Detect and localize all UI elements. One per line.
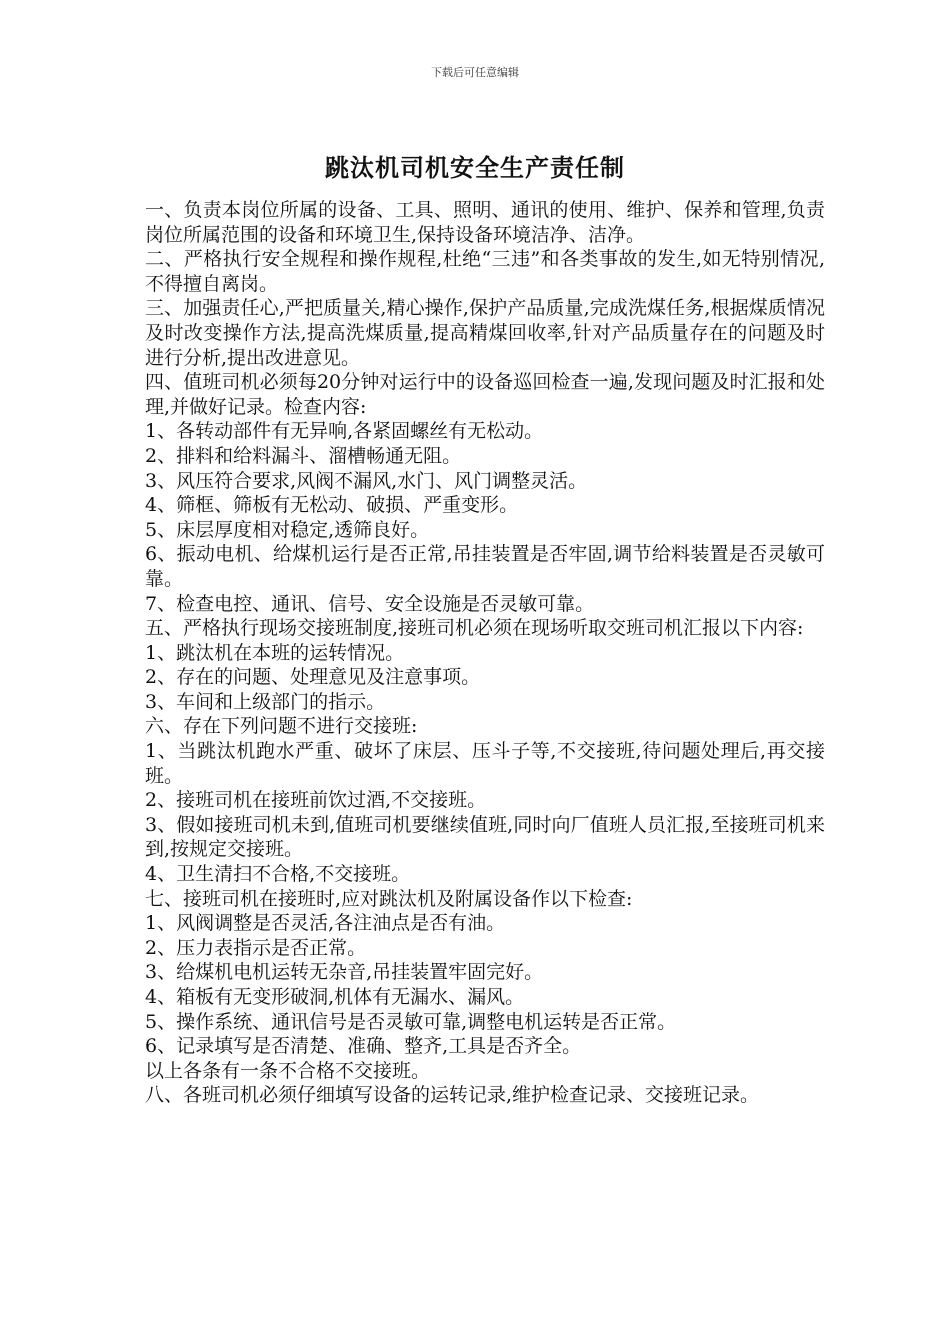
paragraph: 四、值班司机必须每20分钟对运行中的设备巡回检查一遍,发现问题及时汇报和处理,并做好记录。检查内容: — [145, 371, 825, 418]
list-item: 3、给煤机电机运转无杂音,吊挂装置牢固完好。 — [145, 961, 544, 984]
list-item: 1、当跳汰机跑水严重、破坏了床层、压斗子等,不交接班,待问题处理后,再交接班。 — [145, 740, 825, 787]
list-item: 2、存在的问题、处理意见及注意事项。 — [145, 666, 481, 689]
list-item: 4、卫生清扫不合格,不交接班。 — [145, 863, 411, 886]
list-item: 4、筛框、筛板有无松动、破损、严重变形。 — [145, 494, 519, 517]
list-item: 2、压力表指示是否正常。 — [145, 936, 367, 959]
paragraph: 八、各班司机必须仔细填写设备的运转记录,维护检查记录、交接班记录。 — [145, 1084, 760, 1107]
list-item: 6、振动电机、给煤机运行是否正常,吊挂装置是否牢固,调节给料装置是否灵敏可靠。 — [145, 543, 825, 590]
page-header-note: 下载后可任意编辑 — [431, 66, 519, 79]
list-item: 5、床层厚度相对稳定,透筛良好。 — [145, 518, 430, 541]
list-item: 3、车间和上级部门的指示。 — [145, 690, 386, 713]
list-item: 1、风阀调整是否灵活,各注油点是否有油。 — [145, 912, 506, 935]
paragraph: 二、严格执行安全规程和操作规程,杜绝“三违”和各类事故的发生,如无特别情况,不得擅自离岗。 — [145, 248, 825, 295]
paragraph: 以上各条有一条不合格不交接班。 — [145, 1059, 431, 1082]
list-item: 7、检查电控、通讯、信号、安全设施是否灵敏可靠。 — [145, 592, 595, 615]
paragraph: 六、存在下列问题不进行交接班: — [145, 715, 418, 738]
list-item: 2、接班司机在接班前饮过酒,不交接班。 — [145, 789, 487, 812]
document-body — [145, 198, 825, 1108]
paragraph: 一、负责本岗位所属的设备、工具、照明、通讯的使用、维护、保养和管理,负责岗位所属范围的设备和环境卫生,保持设备环境洁净、洁净。 — [145, 199, 825, 246]
list-item: 3、风压符合要求,风阀不漏风,水门、风门调整灵活。 — [145, 469, 588, 492]
paragraph: 五、严格执行现场交接班制度,接班司机必须在现场听取交班司机汇报以下内容: — [145, 617, 804, 640]
list-item: 1、跳汰机在本班的运转情况。 — [145, 641, 405, 664]
list-item: 5、操作系统、通讯信号是否灵敏可靠,调整电机运转是否正常。 — [145, 1010, 677, 1033]
list-item: 2、排料和给料漏斗、溜槽畅通无阻。 — [145, 444, 462, 467]
list-item: 1、各转动部件有无异响,各紧固螺丝有无松动。 — [145, 420, 544, 443]
list-item: 4、箱板有无变形破洞,机体有无漏水、漏风。 — [145, 986, 525, 1008]
paragraph: 三、加强责任心,严把质量关,精心操作,保护产品质量,完成洗煤任务,根据煤质情况及时改变操作方法,提高洗煤质量,提高精煤回收率,针对产品质量存在的问题及时进行分析,提出改进意见。 — [145, 297, 825, 369]
paragraph: 七、接班司机在接班时,应对跳汰机及附属设备作以下检查: — [145, 887, 633, 910]
document-title: 跳汰机司机安全生产责任制 — [325, 153, 625, 182]
list-item: 6、记录填写是否清楚、准确、整齐,工具是否齐全。 — [145, 1035, 582, 1058]
list-item: 3、假如接班司机未到,值班司机要继续值班,同时向厂值班人员汇报,至接班司机来到,按规定交接班。 — [145, 813, 825, 861]
